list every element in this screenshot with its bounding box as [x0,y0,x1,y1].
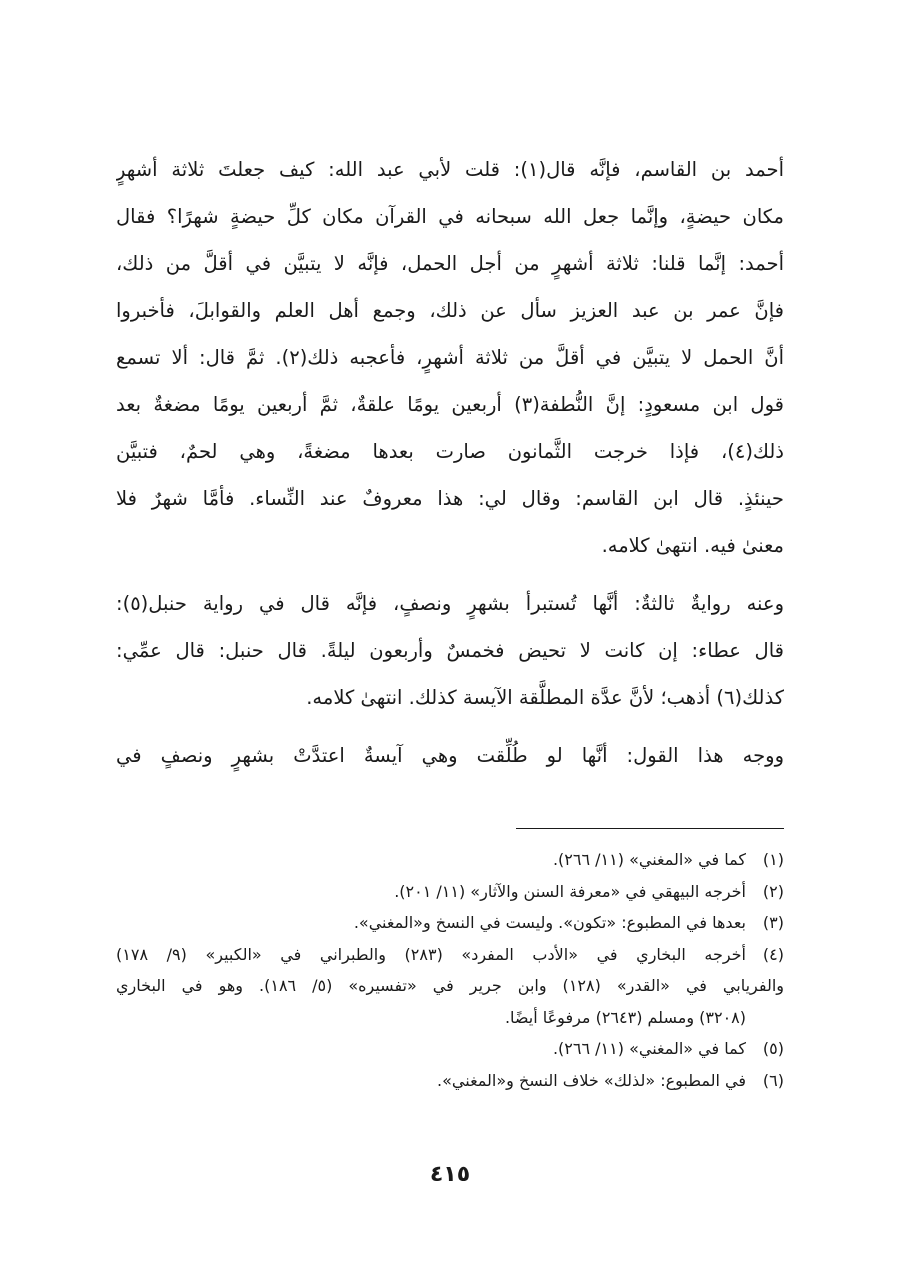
footnote-number: (٣) [762,913,784,932]
footnote-number: (١) [762,850,784,869]
paragraph-gap [116,721,784,732]
footnote [116,1065,784,1097]
text-line: أحمد: إنَّما قلنا: ثلاثة أشهرٍ من أجل الحمل، فإنَّه لا يتبيَّن في أقلَّ من ذلك، [116,252,784,275]
footnote-text: في المطبوع: «لذلك» خلاف النسخ و«المغني». [437,1070,746,1090]
text-line: فإنَّ عمر بن عبد العزيز سأل عن ذلك، وجمع أهل العلم والقوابلَ، فأخبروا [116,299,784,322]
footnote [116,939,784,971]
footnote [116,907,784,939]
footnote-separator [516,828,784,829]
text-line: حينئذٍ. قال ابن القاسم: وقال لي: هذا معروفٌ عند النِّساء. فأمَّا شهرٌ فلا [116,487,784,510]
footnote-number: (٦) [762,1070,784,1090]
footnote-text: كما في «المغني» (١١/ ٢٦٦). [552,1039,746,1058]
main-text [116,146,784,779]
footnote-text: (٣٢٠٨) ومسلم (٢٦٤٣) مرفوعًا أيضًا. [504,1007,746,1027]
paragraph [116,732,784,779]
text-line: معنىٰ فيه. انتهىٰ كلامه. [601,534,784,557]
footnotes [116,844,784,1096]
paragraph-gap [116,569,784,580]
footnote-text: والفريابي في «القدر» (١٢٨) وابن جرير في «تفسيره» (٥/ ١٨٦). وهو في البخاري [116,976,785,995]
footnote [116,1033,784,1065]
footnote-number: (٤) [762,944,784,964]
footnote [116,876,784,908]
text-line: مكان حيضةٍ، وإنَّما جعل الله سبحانه في القرآن مكان كلِّ حيضةٍ شهرًا؟ فقال [116,205,784,228]
footnote-number: (٢) [762,881,784,901]
footnote-continuation [116,1002,784,1034]
text-line: أنَّ الحمل لا يتبيَّن في أقلَّ من ثلاثة أشهرٍ، فأعجبه ذلك(٢). ثمَّ قال: ألا تسمع [116,346,784,369]
footnote [116,844,784,876]
text-line: وعنه روايةٌ ثالثةٌ: أنَّها تُستبرأ بشهرٍ ونصفٍ، فإنَّه قال في رواية حنبل(٥): [116,592,784,615]
text-line: قول ابن مسعودٍ: إنَّ النُّطفة(٣) أربعين يومًا علقةٌ، ثمَّ أربعين يومًا مضغةٌ بعد [116,393,784,416]
text-line: كذلك(٦) أذهب؛ لأنَّ عدَّة المطلَّقة الآيسة كذلك. انتهىٰ كلامه. [306,686,784,709]
text-line: ذلك(٤)، فإذا خرجت الثَّمانون صارت بعدها مضغةً، وهي لحمٌ، فتبيَّن [116,440,784,463]
footnote-text: بعدها في المطبوع: «تكون». وليست في النسخ و«المغني». [353,913,746,932]
page-number: ٤١٥ [429,1162,471,1187]
footnote-text: أخرجه البخاري في «الأدب المفرد» (٢٨٣) والطبراني في «الكبير» (٩/ ١٧٨) [116,944,747,964]
footnote-number: (٥) [762,1039,784,1058]
paragraph [116,580,784,721]
footnote-text: كما في «المغني» (١١/ ٢٦٦). [552,850,746,869]
text-line: ووجه هذا القول: أنَّها لو طُلِّقت وهي آيسةٌ اعتدَّتْ بشهرٍ ونصفٍ في [116,744,784,767]
footnote-continuation [116,970,784,1002]
text-line: قال عطاء: إن كانت لا تحيض فخمسٌ وأربعون ليلةً. قال حنبل: قال عمِّي: [116,639,784,662]
footnote-text: أخرجه البيهقي في «معرفة السنن والآثار» (١١/ ٢٠١). [394,881,746,901]
paragraph [116,146,784,569]
text-line: أحمد بن القاسم، فإنَّه قال(١): قلت لأبي عبد الله: كيف جعلتَ ثلاثة أشهرٍ [116,158,784,181]
